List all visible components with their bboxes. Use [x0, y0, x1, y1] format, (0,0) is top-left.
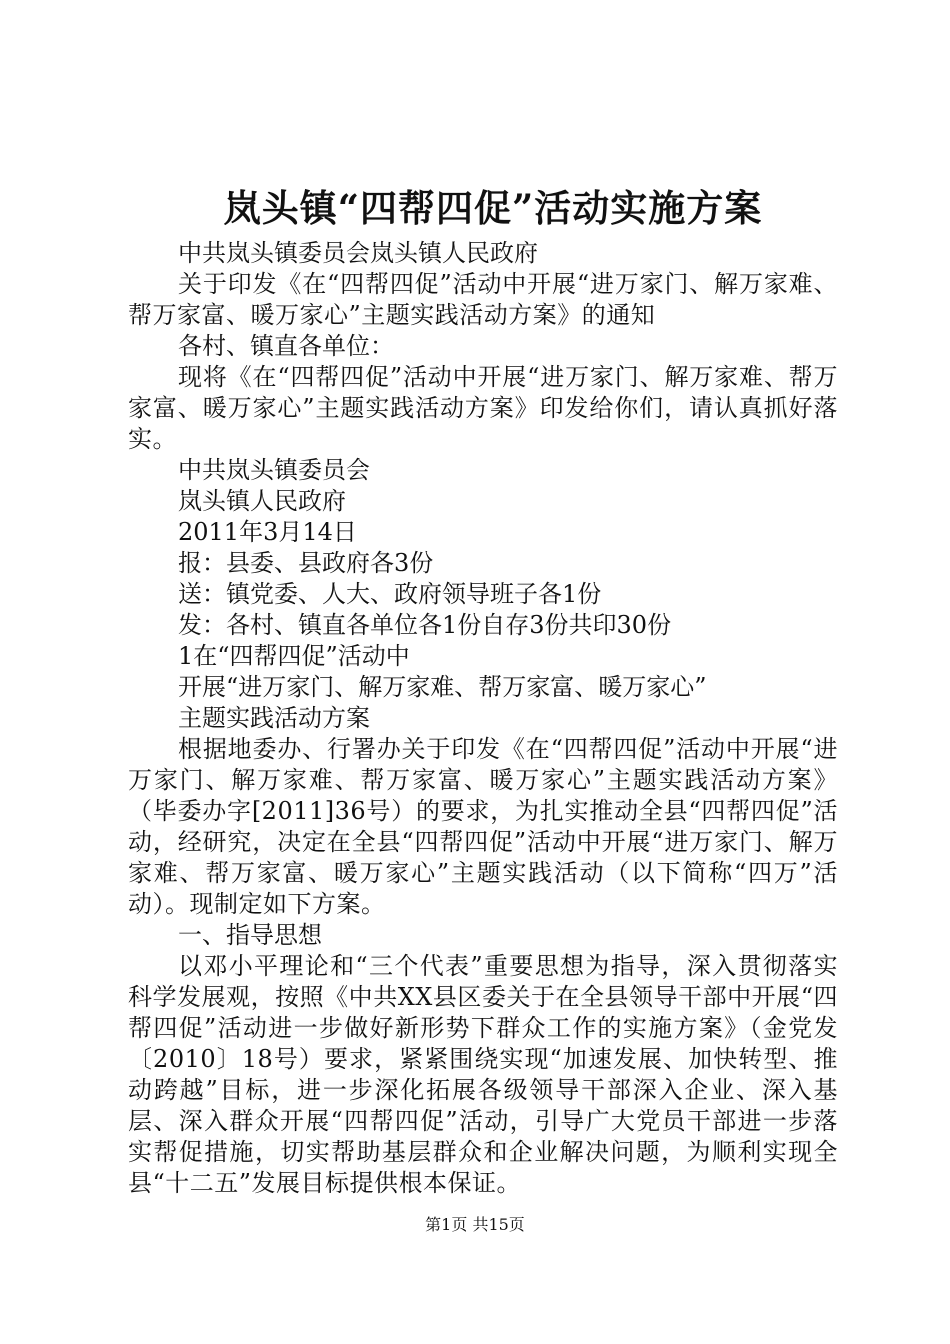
distribution-send: 送：镇党委、人大、政府领导班子各1份 [178, 580, 602, 608]
distribution-issue: 发：各村、镇直各单位各1份自存3份共印30份 [178, 611, 672, 639]
section-heading-guiding-thought: 一、指导思想 [178, 921, 322, 949]
date-line: 2011年3月14日 [178, 518, 357, 546]
page-footer: 第1页 共15页 [425, 1215, 525, 1234]
notice-paragraph: 现将《在“四帮四促”活动中开展“进万家门、解万家难、帮万家富、暖万家心”主题实践活动方案》印发给你们，请认真抓好落实。 [128, 363, 838, 453]
guiding-thought-paragraph: 以邓小平理论和“三个代表”重要思想为指导，深入贯彻落实科学发展观，按照《中共XX县区委关于在全县领导干部中开展“四帮四促”活动进一步做好新形势下群众工作的实施方案》（金党发〔2010〕18号）要求，紧紧围绕实现“加速发展、加快转型、推动跨越”目标，进一步深化拓展各级领导干部深入企业、深入基层、深入群众开展“四帮四促”活动，引导广大党员干部进一步落实帮促措施，切实帮助基层群众和企业解决问题，为顺利实现全县“十二五”发展目标提供根本保证。 [128, 952, 838, 1197]
document-title: 岚头镇“四帮四促”活动实施方案 [223, 186, 763, 230]
plan-heading-2: 开展“进万家门、解万家难、帮万家富、暖万家心” [178, 673, 707, 701]
signature-government: 岚头镇人民政府 [178, 487, 346, 515]
issuer-line: 中共岚头镇委员会岚头镇人民政府 [178, 239, 538, 267]
notice-title: 关于印发《在“四帮四促”活动中开展“进万家门、解万家难、帮万家富、暖万家心”主题实践活动方案》的通知 [128, 270, 838, 329]
plan-heading-3: 主题实践活动方案 [178, 704, 370, 732]
recipients-line: 各村、镇直各单位： [178, 332, 394, 360]
plan-heading-1: 1在“四帮四促”活动中 [178, 642, 410, 670]
document-body [128, 238, 838, 1199]
intro-paragraph: 根据地委办、行署办关于印发《在“四帮四促”活动中开展“进万家门、解万家难、帮万家富、暖万家心”主题实践活动方案》（毕委办字[2011]36号）的要求，为扎实推动全县“四帮四促”活动，经研究，决定在全县“四帮四促”活动中开展“进万家门、解万家难、帮万家富、暖万家心”主题实践活动（以下简称“四万”活动）。现制定如下方案。 [128, 735, 838, 918]
document-page [128, 178, 838, 1199]
distribution-report: 报：县委、县政府各3份 [178, 549, 434, 577]
signature-committee: 中共岚头镇委员会 [178, 456, 370, 484]
